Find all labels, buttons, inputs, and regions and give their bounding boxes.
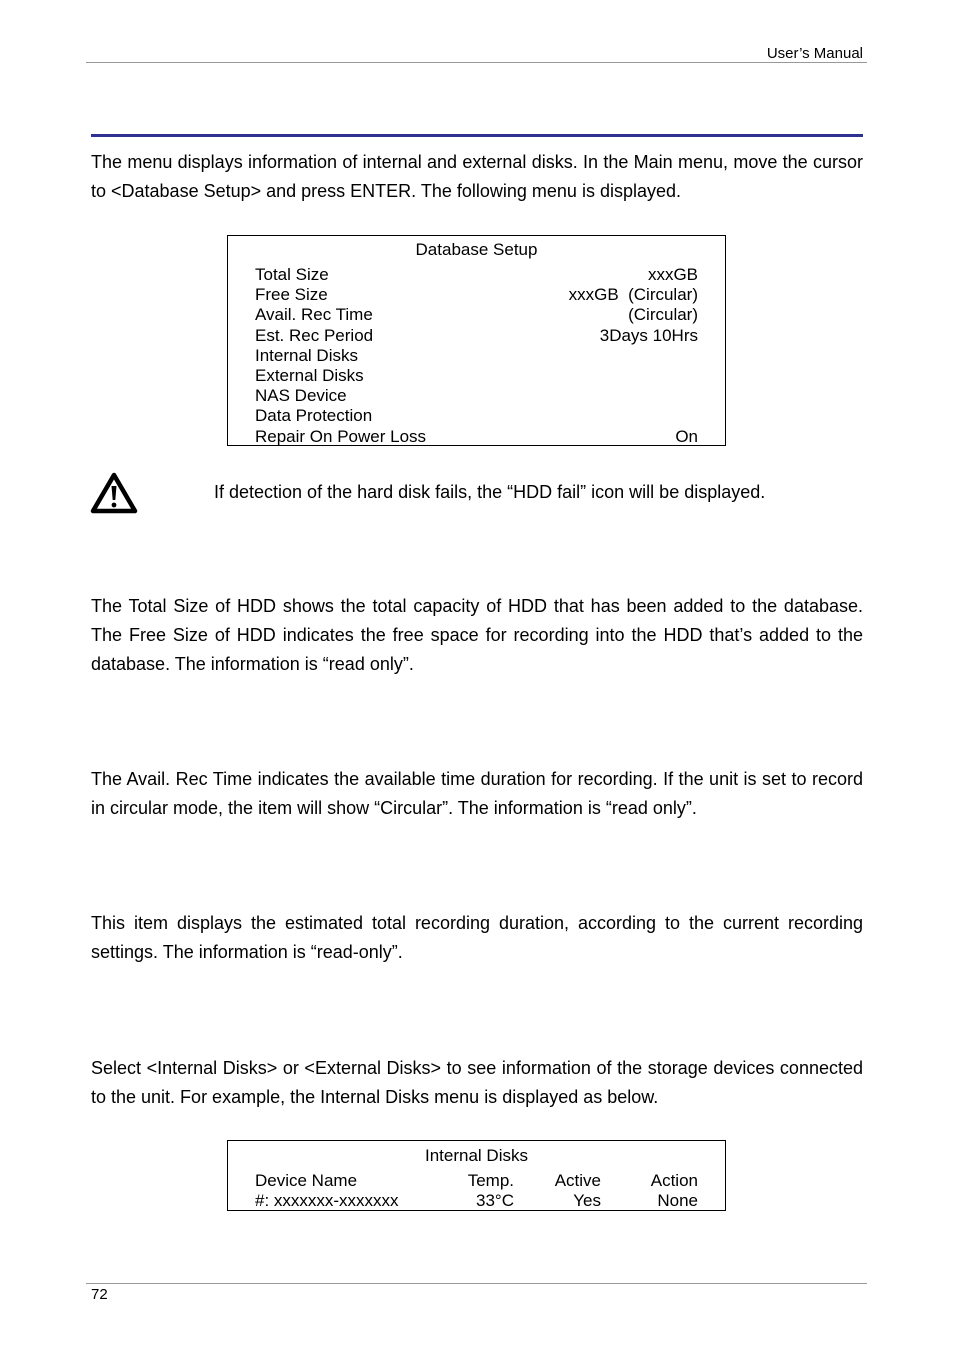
menu-label: Internal Disks [255,345,358,365]
menu-row-free-size [228,285,725,305]
cell-device-name: #: xxxxxxx-xxxxxxx [255,1191,399,1210]
internal-disks-menu [227,1140,726,1211]
column-header-active: Active [554,1171,601,1190]
column-header-action: Action [650,1171,698,1190]
menu-label: External Disks [255,365,364,385]
avail-rec-paragraph: The Avail. Rec Time indicates the available time duration for recording. If the unit is set to record in circular mode, the item will show “Circular”. The information is “read only”. [91,769,863,818]
menu-row-internal-disks [228,346,725,366]
menu-title: Database Setup [415,240,538,259]
cell-active: Yes [573,1191,601,1210]
footer-divider [86,1283,867,1284]
cell-temp: 33°C [476,1191,514,1210]
cell-action: None [657,1191,698,1210]
menu-row-external-disks [228,366,725,386]
menu-label: Avail. Rec Time [255,305,373,325]
menu-value: 3Days 10Hrs [599,325,698,345]
section-divider [91,134,863,137]
caution-triangle-icon [89,471,139,515]
column-header-device-name: Device Name [255,1171,358,1190]
menu-label: Repair On Power Loss [255,426,427,446]
menu-label: Est. Rec Period [255,325,374,345]
menu-label: NAS Device [255,386,347,406]
menu-row-avail-rec-time [228,305,725,325]
database-setup-menu [227,235,726,446]
menu-title: Internal Disks [425,1146,528,1165]
hdd-fail-note: If detection of the hard disk fails, the “HDD fail” icon will be displayed. [214,482,766,502]
running-header: User’s Manual [766,45,863,62]
disks-paragraph: Select <Internal Disks> or <External Disks> to see information of the storage devices connected to the unit. For example, the Internal Disks menu is displayed as below. [91,1058,863,1107]
menu-label: Total Size [255,265,329,284]
menu-label: Free Size [255,285,328,305]
intro-paragraph: The menu displays information of internal and external disks. In the Main menu, move the cursor to <Database Setup> and press ENTER. The following menu is displayed. [91,152,863,201]
menu-row-total-size [228,265,725,285]
header-divider [86,62,867,63]
menu-value: xxxGB [647,265,698,284]
column-header-temp: Temp. [467,1171,514,1190]
menu-row-data-protection [228,406,725,426]
menu-label: Data Protection [255,406,373,426]
est-rec-paragraph: This item displays the estimated total recording duration, according to the current recording settings. The information is “read-only”. [91,913,863,962]
table-header-row [228,1171,725,1191]
total-size-paragraph: The Total Size of HDD shows the total capacity of HDD that has been added to the database. The Free Size of HDD indicates the free space for recording into the HDD that’s added to the database. The information is “read only”. [91,596,863,674]
menu-row-est-rec-period [228,326,725,346]
table-row [228,1191,725,1211]
page-number: 72 [91,1286,108,1303]
menu-value: (Circular) [628,305,698,325]
menu-row-nas-device [228,386,725,406]
menu-value: On [675,426,698,446]
menu-row-repair-on-power-loss [228,427,725,447]
menu-value: xxxGB (Circular) [568,285,698,305]
